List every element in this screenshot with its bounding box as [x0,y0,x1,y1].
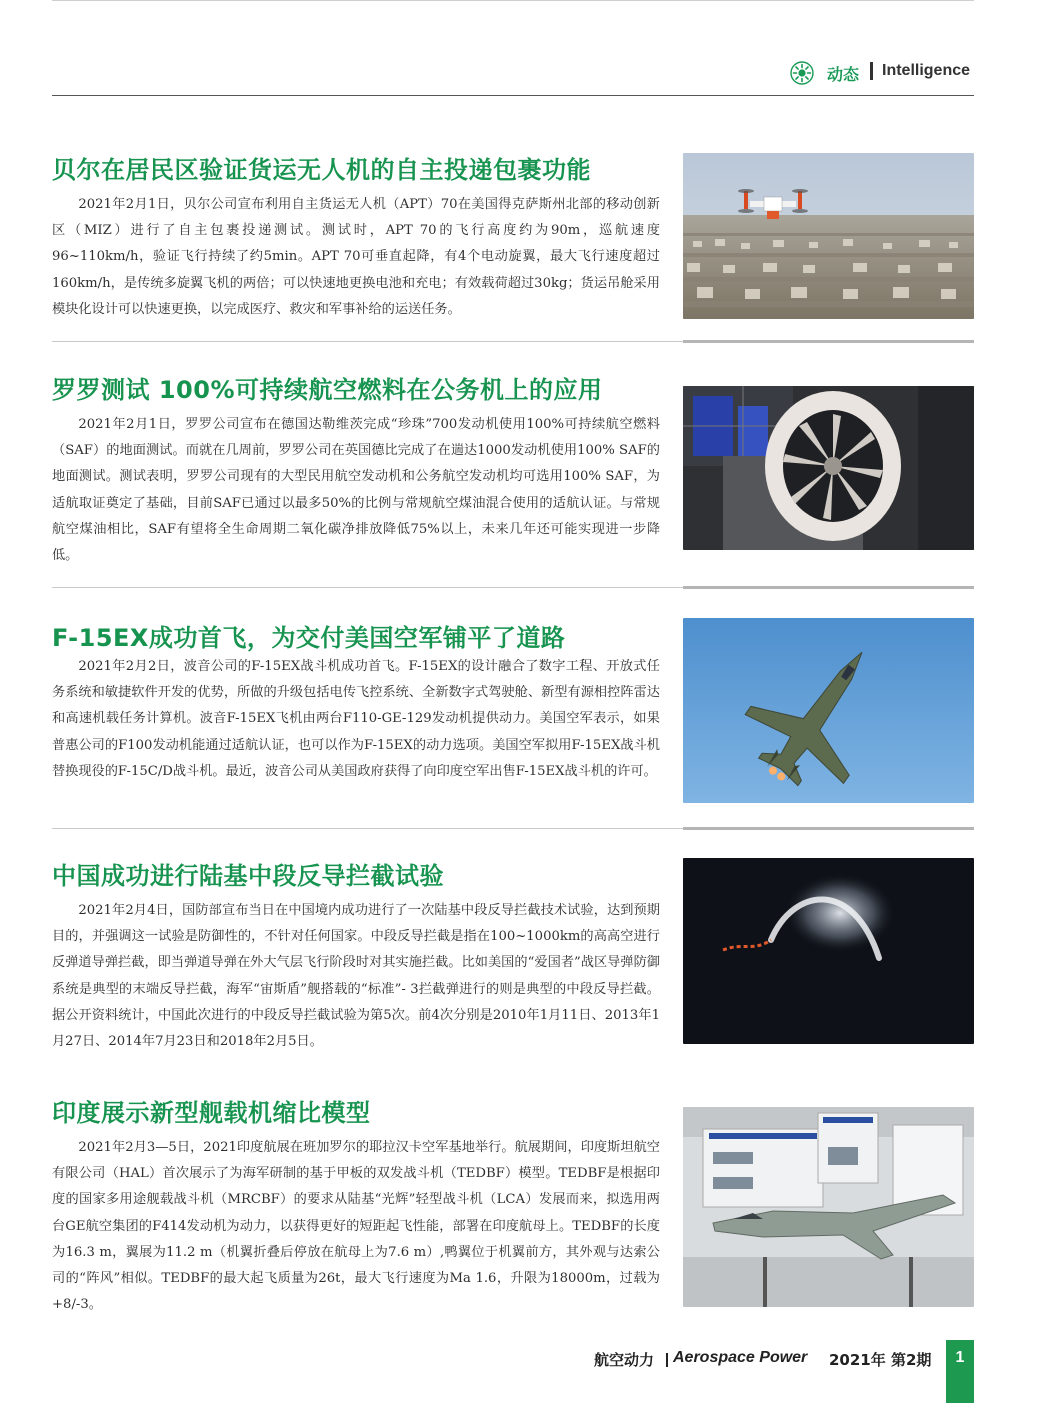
article-divider [52,827,974,830]
footer-separator [666,1353,668,1367]
article-bell-drone [52,150,974,320]
article-title: 印度展示新型舰载机缩比模型 [52,1099,371,1127]
article-divider [52,586,974,589]
issue-label: 2021年 第2期 [829,1351,932,1369]
green-sunburst-logo-icon [790,61,814,85]
article-title: F-15EX成功首飞，为交付美国空军铺平了道路 [52,624,566,652]
article-title: 罗罗测试 100%可持续航空燃料在公务机上的应用 [52,376,603,404]
article-body: 2021年2月2日，波音公司的F-15EX战斗机成功首飞。F-15EX的设计融合了数字工程、开放式任务系统和敏捷软件开发的优势，所做的升级包括电传飞控系统、全新数字式驾驶舱、新型有源相控阵雷达和高速机载任务计算机。波音F-15EX飞机由两台F110-GE-129发动机提供动力。美国空军表示，如果普惠公司的F100发动机能通过适航认证，也可以作为F-15EX的动力选项。美国空军拟用F-15EX战斗机替换现役的F-15C/D战斗机。最近，波音公司从美国政府获得了向印度空军出售F-15EX战斗机的许可。 [52,659,660,779]
article-title: 中国成功进行陆基中段反导拦截试验 [52,862,444,890]
page-header [0,0,1045,100]
page-number: 1 [955,1349,965,1366]
article-body: 2021年2月4日，国防部宣布当日在中国境内成功进行了一次陆基中段反导拦截技术试验，达到预期目的，并强调这一试验是防御性的，不针对任何国家。中段反导拦截是指在100~1000km的高高空进行反弹道导弹拦截，即当弹道导弹在外大气层飞行阶段时对其实施拦截。比如美国的“爱国者”战区导弹防御系统是典型的末端反导拦截，海军“宙斯盾”舰搭载的“标准”- 3拦截弹进行的则是典型的中段反导拦截。据公开资料统计，中国此次进行的中段反导拦截试验为第5次。前4次分别是2010年1月11日、2013年1月27日、2014年7月23日和2018年2月5日。 [52,903,660,1050]
journal-name-en: Aerospace Power [673,1349,808,1366]
article-title: 贝尔在居民区验证货运无人机的自主投递包裹功能 [52,156,591,184]
article-divider [52,340,974,343]
journal-name-cn: 航空动力 [594,1351,655,1369]
article-body: 2021年2月1日，贝尔公司宣布利用自主货运无人机（APT）70在美国得克萨斯州北部的移动创新区（MIZ）进行了自主包裹投递测试。测试时，APT 70的飞行高度约为90m，巡航速度96~110km/h，验证飞行持续了约5min。APT 70可垂直起降，有4个电动旋翼，最大飞行速度超过160km/h，是传统多旋翼飞机的两倍；可以快速地更换电池和充电；有效载荷超过30kg；货运吊舱采用模块化设计可以快速更换，以完成医疗、救灾和军事补给的运送任务。 [52,197,660,317]
tedbf-scale-model-exhibit-photo [683,1107,974,1307]
article-f15ex [52,618,974,808]
article-body: 2021年2月3—5日，2021印度航展在班加罗尔的耶拉汉卡空军基地举行。航展期间，印度斯坦航空有限公司（HAL）首次展示了为海军研制的基于甲板的双发战斗机（TEDBF）模型。TEDBF是根据印度的国家多用途舰载战斗机（MRCBF）的要求从陆基“光辉”轻型战斗机（LCA）发展而来，拟选用两台GE航空集团的F414发动机为动力，以获得更好的短距起飞性能，部署在印度航母上。TEDBF的长度为16.3 m，翼展为11.2 m（机翼折叠后停放在航母上为7.6 m）,鸭翼位于机翼前方，其外观与达索公司的“阵风”相似。TEDBF的最大起飞质量为26t，最大飞行速度为Ma 1.6，升限为18000m，过载为+8/-3。 [52,1140,660,1313]
missile-intercept-night-trail-photo [683,858,974,1044]
section-title-cn: 动态 [827,65,860,84]
section-separator [870,62,873,80]
turbofan-engine-test-stand-photo [683,386,974,550]
top-rule [52,0,974,1]
article-rr-saf [52,370,974,564]
article-body: 2021年2月1日，罗罗公司宣布在德国达勒维茨完成“珍珠”700发动机使用100%可持续航空燃料（SAF）的地面测试。而就在几周前，罗罗公司在英国德比完成了在遄达1000发动机使用100% SAF的地面测试。测试表明，罗罗公司现有的大型民用航空发动机和公务航空发动机均可选用100% SAF，为适航取证奠定了基础，目前SAF已通过以最多50%的比例与常规航空煤油混合使用的适航认证。与常规航空煤油相比，SAF有望将全生命周期二氧化碳净排放降低75%以上，未来几年还可能实现进一步降低。 [52,417,660,564]
article-india-tedbf [52,1093,974,1323]
page-footer [0,1340,1045,1403]
section-title-en: Intelligence [882,62,971,79]
article-china-abm [52,856,974,1050]
f15ex-fighter-in-flight-photo [683,618,974,803]
cargo-drone-over-suburb-photo [683,153,974,319]
header-rule [52,95,974,96]
